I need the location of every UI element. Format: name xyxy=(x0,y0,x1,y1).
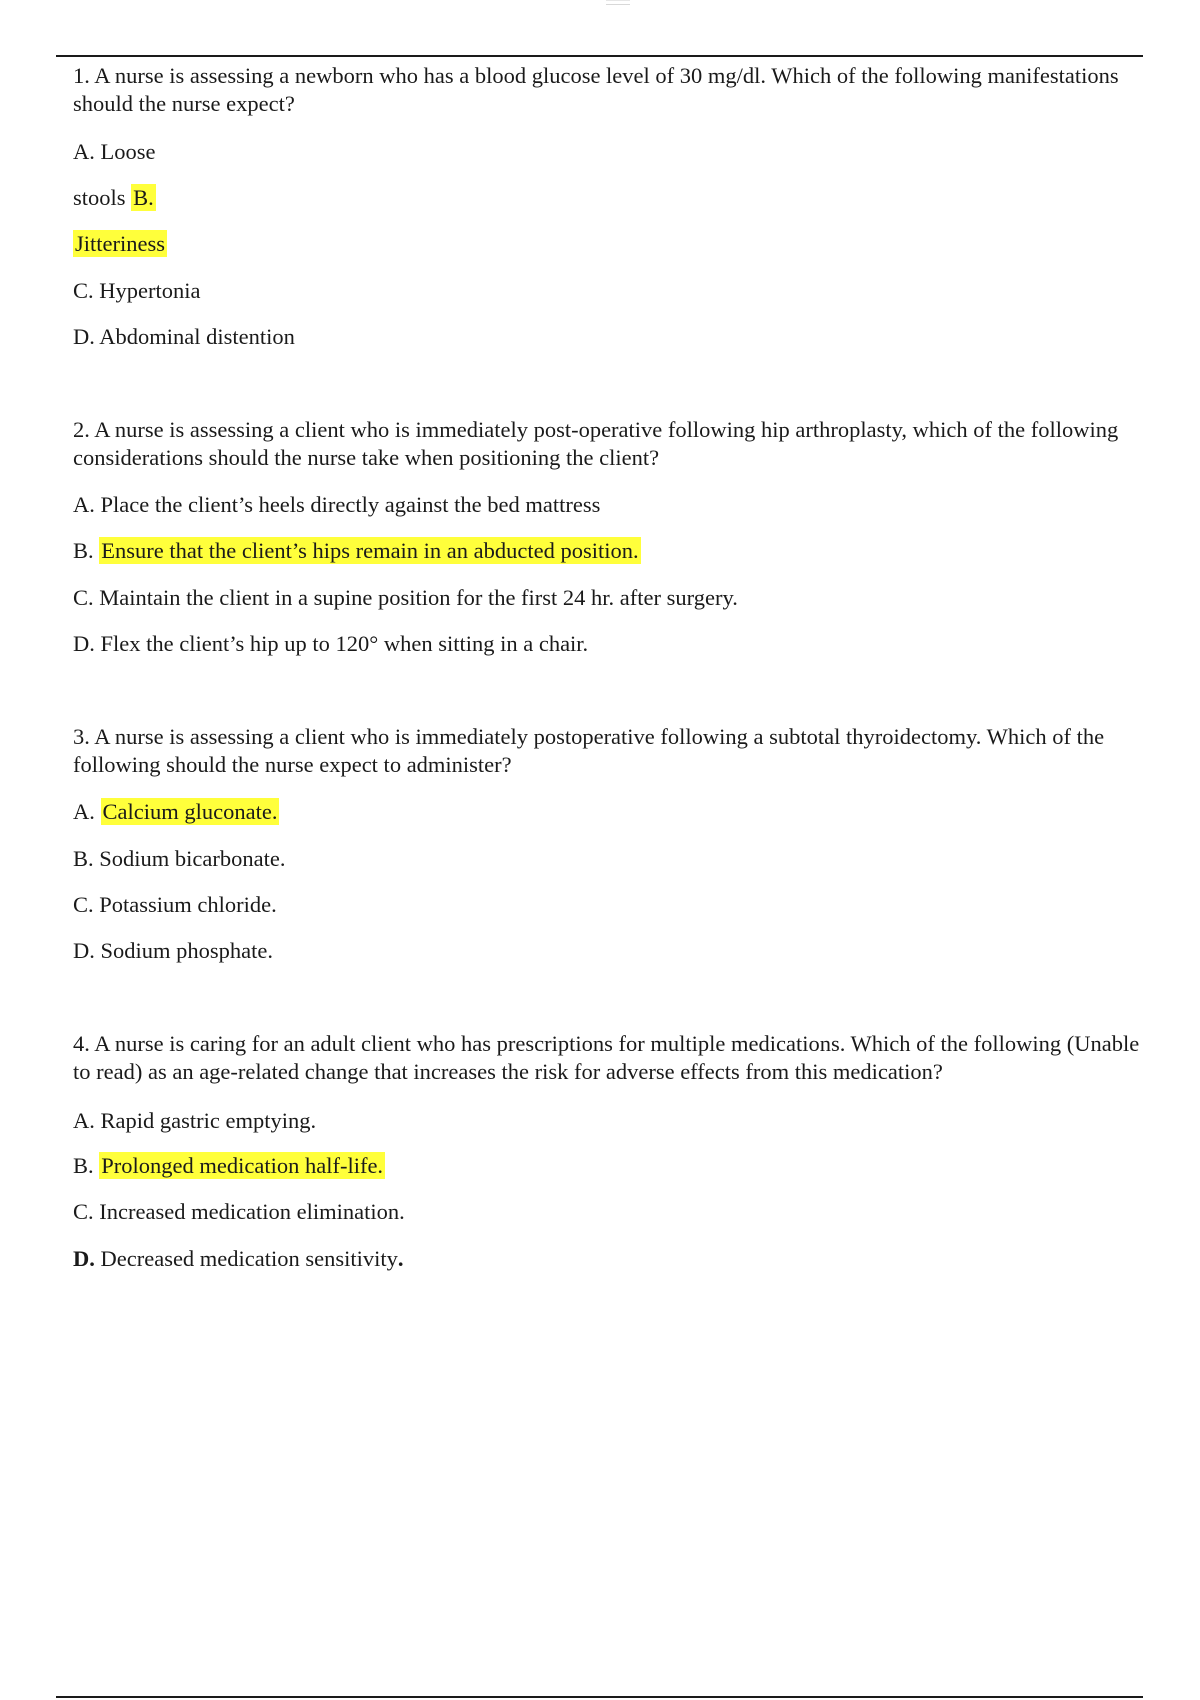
question-2-option-a xyxy=(73,491,600,519)
question-4-option-d xyxy=(73,1245,404,1273)
question-3-option-d xyxy=(73,937,273,965)
correct-answer-highlight: Jitteriness xyxy=(75,231,165,256)
question-1-stem: 1. A nurse is assessing a newborn who has a blood glucose level of 30 mg/dl. Which of the following manifestations should the nurse expect? xyxy=(73,63,1119,116)
question-1-option-b xyxy=(73,230,167,258)
option-text: stools xyxy=(73,185,132,210)
top-rule xyxy=(56,55,1143,57)
option-text: Flex the client’s hip up to 120° when sitting in a chair. xyxy=(100,631,589,656)
page-header-mark xyxy=(606,0,630,5)
question-2-option-c xyxy=(73,584,738,612)
question-2-stem: 2. A nurse is assessing a client who is immediately post-operative following hip arthroplasty, which of the following considerations should the nurse take when positioning the client? xyxy=(73,417,1119,470)
question-1-option-d: D. Abdominal distention xyxy=(73,324,295,349)
question-1-option-c: C. Hypertonia xyxy=(73,278,201,303)
question-2-option-d xyxy=(73,630,588,658)
option-text: Potassium chloride. xyxy=(99,892,277,917)
correct-answer-highlight: Calcium gluconate. xyxy=(102,799,278,824)
question-3-stem: 3. A nurse is assessing a client who is immediately postoperative following a subtotal thyroidectomy. Which of the following should the nurse expect to administer? xyxy=(73,724,1105,777)
option-letter: A. xyxy=(73,492,101,517)
question-1-option-a: A. Loose xyxy=(73,139,156,164)
option-letter: C. xyxy=(73,585,100,610)
option-letter: D. xyxy=(73,1246,95,1271)
question-1-option-a-continued xyxy=(73,184,156,212)
question-3-option-c xyxy=(73,891,277,919)
option-letter: C. xyxy=(73,1199,100,1224)
option-text: Sodium phosphate. xyxy=(100,938,273,963)
question-4-option-a xyxy=(73,1107,316,1135)
question-3-option-a xyxy=(73,798,279,826)
option-text: Decreased medication sensitivity xyxy=(94,1246,398,1271)
option-text: Sodium bicarbonate. xyxy=(99,846,286,871)
correct-answer-highlight: B. xyxy=(133,185,154,210)
question-4-option-c xyxy=(73,1198,405,1226)
option-letter: B. xyxy=(73,846,100,871)
question-3-option-b xyxy=(73,845,285,873)
option-text: Increased medication elimination. xyxy=(99,1199,405,1224)
correct-answer-highlight: Ensure that the client’s hips remain in an abducted position. xyxy=(101,538,639,563)
correct-answer-highlight: Prolonged medication half-life. xyxy=(101,1153,384,1178)
option-letter: C. xyxy=(73,892,100,917)
option-letter: D. xyxy=(73,631,101,656)
question-2-option-b xyxy=(73,537,641,565)
option-letter: B. xyxy=(73,538,100,563)
option-letter: D. xyxy=(73,938,101,963)
option-text: Maintain the client in a supine position for the first 24 hr. after surgery. xyxy=(99,585,738,610)
bottom-rule xyxy=(56,1696,1143,1698)
option-letter: A. xyxy=(73,799,101,824)
question-4-option-b xyxy=(73,1152,385,1180)
option-letter: A. xyxy=(73,1108,101,1133)
option-end-period: . xyxy=(397,1246,404,1271)
question-4-stem: 4. A nurse is caring for an adult client who has prescriptions for multiple medications. Which of the following (Unable to read) as an age-related change that increases the risk for adverse effects from this medication? xyxy=(73,1031,1140,1084)
option-letter: B. xyxy=(73,1153,100,1178)
option-text: Place the client’s heels directly against the bed mattress xyxy=(100,492,601,517)
option-text: Rapid gastric emptying. xyxy=(100,1108,317,1133)
